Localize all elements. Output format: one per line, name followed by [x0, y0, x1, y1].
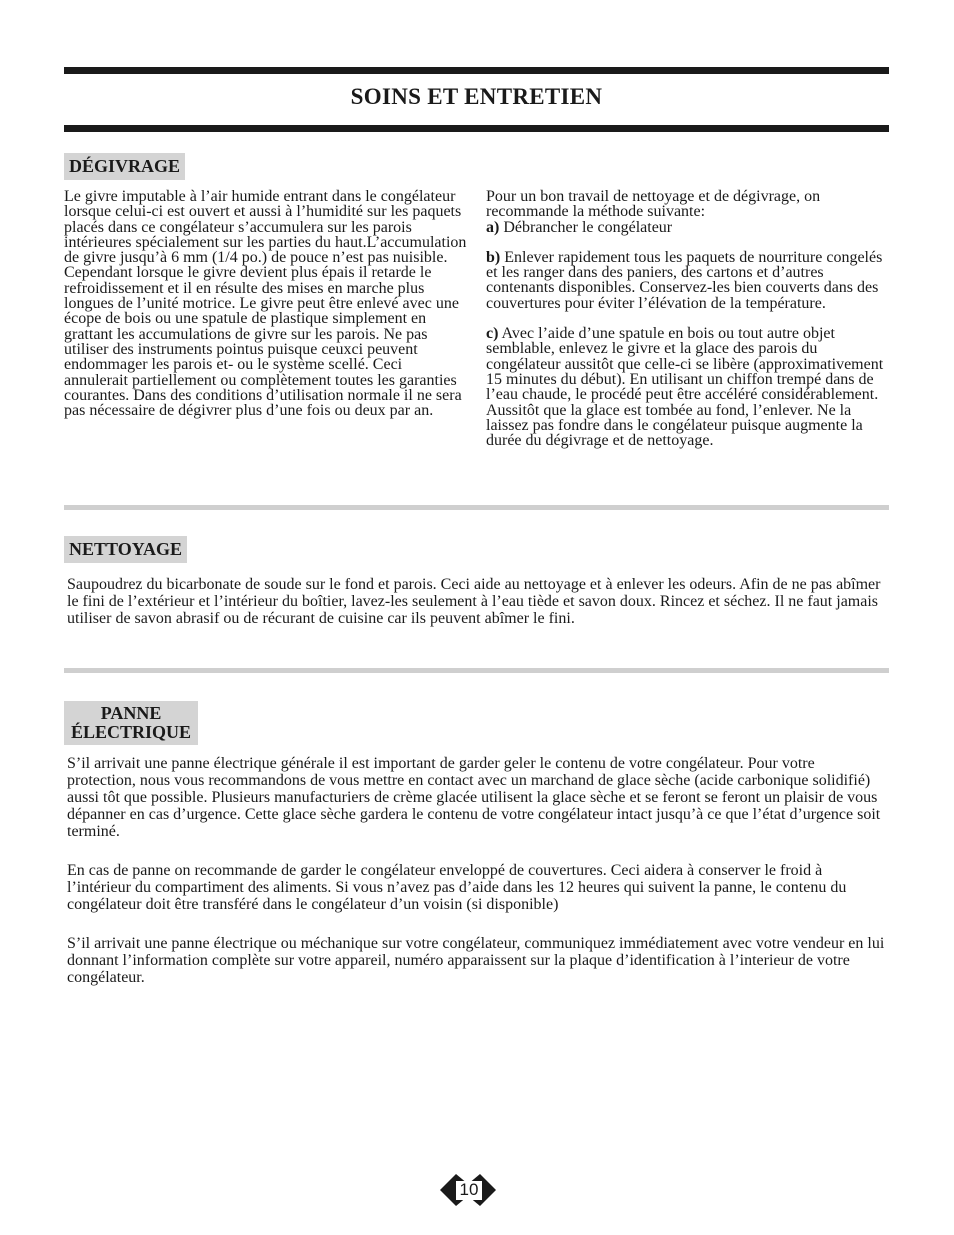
panne-para-2: En cas de panne on recommande de garder le congélateur enveloppé de couvertures. Ceci aidera à conserver le froid à l’intérieur du compartiment des aliments. Si vous n’avez pas d’aide dans les 12 heures qui suivent la panne, le contenu du congélateur doit être transféré dans le congélateur d’un voisin (si disponible) — [67, 862, 847, 913]
header-bottom-rule — [64, 125, 889, 132]
section-heading-degivrage: DÉGIVRAGE — [64, 153, 185, 180]
nettoyage-text-block — [67, 576, 885, 627]
panne-heading-line1: PANNE — [100, 703, 162, 723]
page-number: 10 — [459, 1180, 479, 1199]
degivrage-left-text: Le givre imputable à l’air humide entrant dans le congélateur lorsque celui-ci est ouvert et aussi à l’humidité sur les paquets placés dans ce congélateur s’accumulera sur les parois intérieures spécialement sur les parties du haut.L’accumulation de givre jusqu’à 6 mm (1/4 po.) de pouce n’est pas nuisible. Cependant lorsque le givre devient plus épais il retarde le refroidissement et il en résulte des mises en marche plus longues de l’unité motrice. Le givre peut être enlevé avec une écope de bois ou une spatule de plastique simplement en grattant les accumulations de givre sur les parois. Ne pas utiliser des instruments pointus puisque ceuxci peuvent endommager les parois et- ou le système scellé. Ceci annulerait partiellement ou complètement toutes les garanties courantes. Dans des conditions d’utilisation normale il ne sera pas nécessaire de dégivrer plus d’une fois ou deux par an. — [64, 188, 467, 420]
section-divider-2 — [64, 668, 889, 673]
page-number-badge — [438, 1170, 498, 1210]
panne-para-3: S’il arrivait une panne électrique ou méchanique sur votre congélateur, communiquez immédiatement avec votre vendeur en lui donnant l’information complète sur votre appareil, numéro apparaissent sur la plaque d’identification à l’interieur de votre congélateur. — [67, 935, 885, 986]
nettoyage-text: Saupoudrez du bicarbonate de soude sur le fond et parois. Ceci aide au nettoyage et à enlever les odeurs. Afin de ne pas abîmer le fini de l’extérieur et l’intérieur du boîtier, lavez-les seulement à l’eau tiède et savon doux. Rincez et séchez. Il ne faut jamais utiliser de savon abrasif ou de récurant de cuisine car ils peuvent abîmer le fini. — [67, 576, 881, 627]
section-heading-panne — [64, 701, 198, 745]
degivrage-step-b: b) Enlever rapidement tous les paquets de nourriture congelés et les ranger dans des paniers, des cartons et d’autres contenants disponibles. Conservez-les bien couverts dans des couvertures pour éviter l’élévation de la température. — [486, 248, 883, 312]
degivrage-right-column — [486, 189, 888, 448]
panne-heading-line2: ÉLECTRIQUE — [71, 722, 192, 742]
panne-para-1: S’il arrivait une panne électrique générale il est important de garder geler le contenu de votre congélateur. Pour votre protection, nous vous recommandons de vous mettre en contact avec un marchand de glace sèche (acide carbonique solidifié) aussi tôt que possible. Plusieurs manufacturiers de crème glacée utilisent la glace sèche et se feront se feront un plaisir de vous dépanner en cas d’urgence. Cette glace sèche gardera le contenu de votre congélateur intact jusqu’à ce que l’état d’urgence soit terminé. — [67, 755, 881, 840]
section-divider-1 — [64, 505, 889, 510]
page-title: SOINS ET ENTRETIEN — [350, 84, 603, 109]
panne-text-block — [67, 755, 885, 986]
degivrage-intro: Pour un bon travail de nettoyage et de dégivrage, on recommande la méthode suivante: a) Débrancher le congélateur — [486, 188, 821, 236]
degivrage-step-c: c) Avec l’aide d’une spatule en bois ou tout autre objet semblable, enlevez le givre et la glace des parois du congélateur aussitôt que celle-ci se libère (approximativement 15 minutes du début). En utilisant un chiffon trempé dans de l’eau chaude, le procédé peut être accéléré considérablement. Aussitôt que la glace est tombée au fond, l’enlever. Ne la laissez pas fondre dans le congélateur puisque augmente la durée du dégivrage et de nettoyage. — [486, 325, 884, 450]
top-rule — [64, 67, 889, 74]
section-heading-nettoyage: NETTOYAGE — [64, 536, 187, 563]
degivrage-left-column — [64, 189, 468, 418]
